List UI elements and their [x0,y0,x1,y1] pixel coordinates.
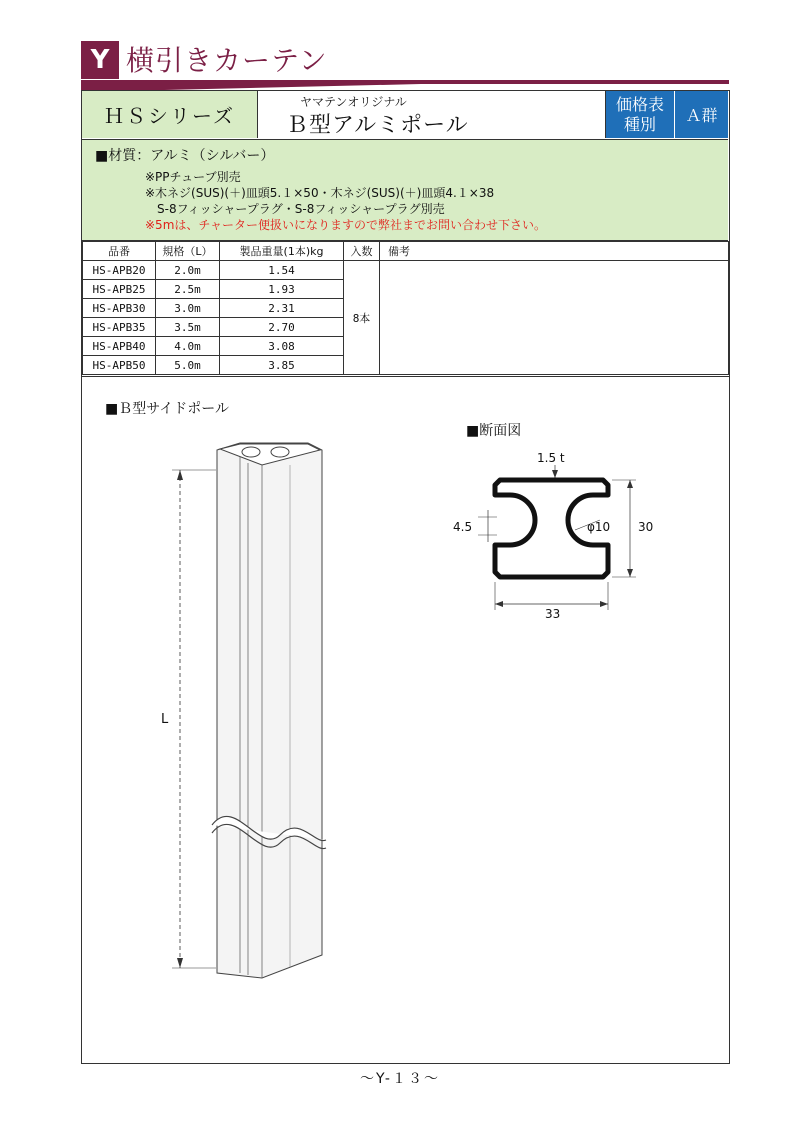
product-subtitle: ヤマテンオリジナル [300,95,407,109]
col-header-weight: 製品重量(1本)kg [220,242,344,261]
cell-weight: 1.93 [220,280,344,299]
category-title: 横引きカーテン [126,44,328,77]
col-header-qty: 入数 [344,242,380,261]
col-header-remarks: 備考 [380,242,729,261]
cell-size: 2.5m [156,280,220,299]
product-name: Ｂ型アルミポール [286,113,469,138]
table-bottom-rule [82,376,729,377]
cell-quantity: 8本 [344,261,380,375]
dim-height: 30 [638,520,654,534]
cell-weight: 2.31 [220,299,344,318]
page-number: ～Y-１３～ [360,1071,440,1087]
material-label: ■材質：アルミ（シルバー） [95,148,275,164]
cell-code: HS-APB50 [83,356,156,375]
cell-size: 5.0m [156,356,220,375]
cell-size: 3.5m [156,318,220,337]
cell-weight: 3.85 [220,356,344,375]
cell-code: HS-APB35 [83,318,156,337]
col-header-size: 規格（L） [156,242,220,261]
cell-code: HS-APB40 [83,337,156,356]
side-pole-drawing [150,435,340,985]
cell-weight: 3.08 [220,337,344,356]
note-line-1: ※PPチューブ別売 [145,170,241,184]
cell-code: HS-APB25 [83,280,156,299]
dim-width: 33 [545,607,561,621]
note-line-2: ※木ネジ(SUS)(＋)皿頭5.１×50・木ネジ(SUS)(＋)皿頭4.１×38 [145,186,495,200]
cell-size: 2.0m [156,261,220,280]
note-line-3: S-8フィッシャープラグ・S-8フィッシャープラグ別売 [145,202,445,216]
col-header-code: 品番 [83,242,156,261]
dim-gap: 4.5 [453,520,473,534]
dim-hole: φ10 [587,520,611,534]
price-label: 価格表 [615,94,664,114]
side-pole-title: ■Ｂ型サイドポール [105,401,229,417]
price-group: Ａ群 [675,91,728,138]
table-header-row [83,242,729,261]
cross-section-drawing [450,440,680,630]
type-label: 種別 [623,114,656,134]
price-type-cell [606,91,675,138]
category-badge: Y [81,41,119,79]
cell-size: 3.0m [156,299,220,318]
table-row [83,261,729,280]
series-name: ＨＳシリーズ [82,91,258,138]
cell-size: 4.0m [156,337,220,356]
spec-table [82,241,729,375]
cell-code: HS-APB30 [83,299,156,318]
length-label: L [161,712,169,727]
cell-weight: 1.54 [220,261,344,280]
dim-thickness: 1.5 t [537,451,565,465]
cell-remarks [380,261,729,375]
cell-weight: 2.70 [220,318,344,337]
notice-line: ※5mは、チャーター便扱いになりますので弊社までお問い合わせ下さい。 [145,218,547,232]
section-title: ■断面図 [466,423,522,439]
cell-code: HS-APB20 [83,261,156,280]
